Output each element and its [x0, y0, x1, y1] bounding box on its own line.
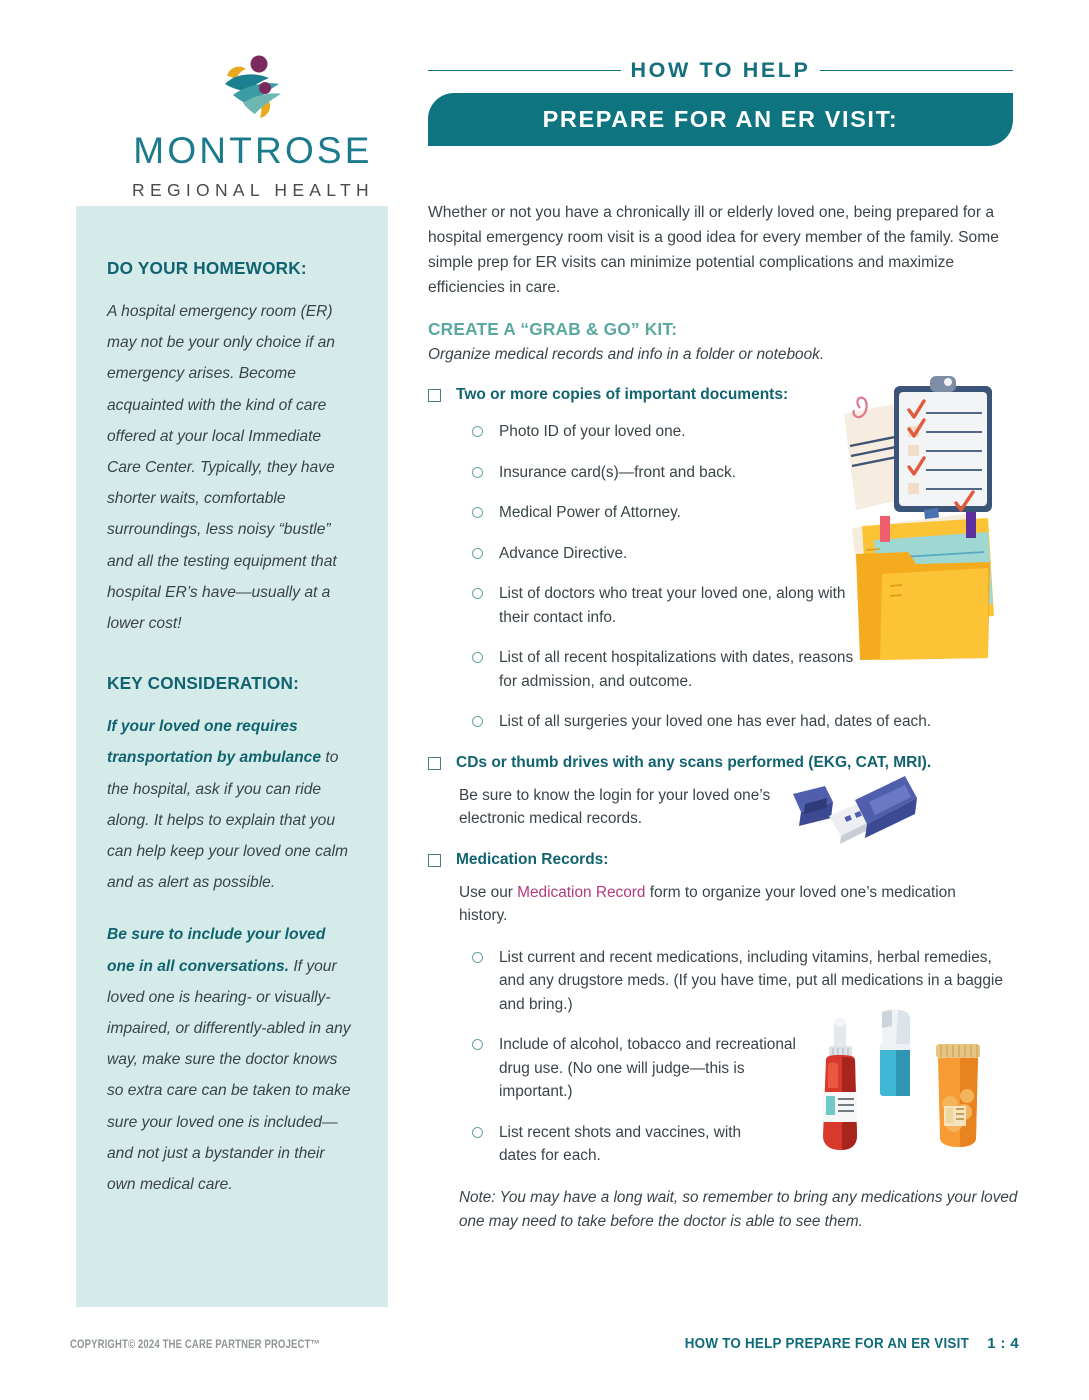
closing-note: Note: You may have a long wait, so remember to bring any medications your loved one may need to take before the doctor is able to see them. [459, 1188, 1018, 1230]
checklist-label: CDs or thumb drives with any scans performed (EKG, CAT, MRI). [456, 753, 932, 771]
footer-page-number: 1 : 4 [987, 1335, 1019, 1352]
medications-illustration [808, 1008, 993, 1163]
sidebar-lead-emphasis: Be sure to include your loved one in all conversations. [107, 926, 326, 975]
sidebar-lead-emphasis: If your loved one requires transportation by ambulance [107, 718, 322, 767]
montrose-emblem-icon [213, 48, 293, 126]
usb-thumb-drive-illustration [783, 772, 918, 857]
sidebar-paragraph [107, 296, 357, 639]
sidebar-text: to the hospital, ask if you can ride along. It helps to explain that you can help keep your loved one calm and as alert as possible. [107, 749, 348, 892]
list-item-text: Medical Power of Attorney. [499, 504, 681, 521]
eyebrow-rule-right [820, 70, 1013, 72]
logo-subtitle: REGIONAL HEALTH [132, 179, 374, 200]
list-item-text: List current and recent medications, including vitamins, herbal remedies, and any drugstore meds. (If you have time, put all medications in a baggie and bring.) [499, 948, 1003, 1013]
brand-logo [108, 48, 398, 201]
checkbox-icon[interactable] [428, 389, 441, 402]
circle-bullet-icon[interactable] [472, 1127, 483, 1138]
list-item[interactable] [472, 946, 1018, 1017]
logo-wordmark: MONTROSE [133, 130, 373, 171]
section-subtitle: Organize medical records and info in a folder or notebook. [428, 346, 825, 363]
circle-bullet-icon[interactable] [472, 467, 483, 478]
list-item-text: Photo ID of your loved one. [499, 423, 686, 440]
checklist-item-medication-records[interactable] [428, 849, 1018, 871]
circle-bullet-icon[interactable] [472, 426, 483, 437]
body-text-after: form to organize your loved one’s medication history. [459, 883, 956, 924]
intro-paragraph: Whether or not you have a chronically ill or elderly loved one, being prepared for a hospital emergency room visit is a good idea for every member of the family. Some simple prep for ER visits can minimize potential complications and maximize efficiencies in care. [428, 204, 999, 296]
checklist-label: Medication Records: [456, 850, 609, 868]
sidebar-text: A hospital emergency room (ER) may not be your only choice if an emergency arises. Become acquainted with the kind of care offered at your local Immediate Care Center. Typically, they have shorter waits, comfortable surroundings, less noisy “bustle” and all the testing equipment that hospital ER’s have—usually at a lower cost! [107, 303, 337, 633]
checklist-body-medication [459, 881, 979, 928]
list-item-text: List of all surgeries your loved one has ever had, dates of each. [499, 713, 932, 730]
checkbox-icon[interactable] [428, 854, 441, 867]
medication-record-link[interactable]: Medication Record [517, 883, 646, 901]
list-item-text: List of doctors who treat your loved one, along with their contact info. [499, 585, 846, 626]
circle-bullet-icon[interactable] [472, 1039, 483, 1050]
list-item[interactable] [472, 710, 1018, 734]
footer-meta [646, 1335, 1019, 1352]
section-heading-grab-and-go: CREATE A “GRAB & GO” KIT: [428, 319, 678, 339]
documents-folder-illustration [838, 368, 1020, 668]
sidebar-heading-homework: DO YOUR HOMEWORK: [107, 258, 307, 278]
list-item-text: Insurance card(s)—front and back. [499, 463, 736, 481]
circle-bullet-icon[interactable] [472, 652, 483, 663]
sidebar-panel [76, 206, 388, 1307]
circle-bullet-icon[interactable] [472, 952, 483, 963]
circle-bullet-icon[interactable] [472, 548, 483, 559]
eyebrow-label: HOW TO HELP [630, 58, 811, 82]
sidebar-paragraph [107, 919, 357, 1200]
list-item-text: Include of alcohol, tobacco and recreational drug use. (No one will judge—this is important.) [499, 1036, 796, 1100]
title-banner [428, 93, 1013, 146]
checklist-label: Two or more copies of important documents: [456, 386, 789, 403]
eyebrow-rule-left [428, 70, 621, 72]
body-text-before: Use our [459, 883, 518, 901]
footer-copyright: COPYRIGHT© 2024 THE CARE PARTNER PROJECT™ [70, 1338, 321, 1351]
checklist-item-scans[interactable] [428, 752, 1018, 774]
footer-title: HOW TO HELP PREPARE FOR AN ER VISIT [684, 1335, 970, 1352]
circle-bullet-icon[interactable] [472, 716, 483, 727]
circle-bullet-icon[interactable] [472, 507, 483, 518]
list-item-text: List of all recent hospitalizations with dates, reasons for admission, and outcome. [499, 649, 854, 690]
sidebar-text: If your loved one is hearing- or visually-impaired, or differently-abled in any way, make sure the doctor knows so extra care can be taken to make sure your loved one is included—and not just a bystander in their own medical care. [107, 957, 351, 1194]
list-item-text: List recent shots and vaccines, with dates for each. [499, 1123, 742, 1164]
banner-title: PREPARE FOR AN ER VISIT: [542, 106, 899, 132]
checklist-body-scans: Be sure to know the login for your loved one’s electronic medical records. [459, 786, 771, 827]
eyebrow-heading [428, 58, 1013, 83]
list-item-text: Advance Directive. [499, 544, 628, 562]
sidebar-paragraph [107, 711, 357, 898]
sidebar-heading-key-consideration: KEY CONSIDERATION: [107, 673, 300, 694]
checkbox-icon[interactable] [428, 757, 441, 770]
circle-bullet-icon[interactable] [472, 588, 483, 599]
